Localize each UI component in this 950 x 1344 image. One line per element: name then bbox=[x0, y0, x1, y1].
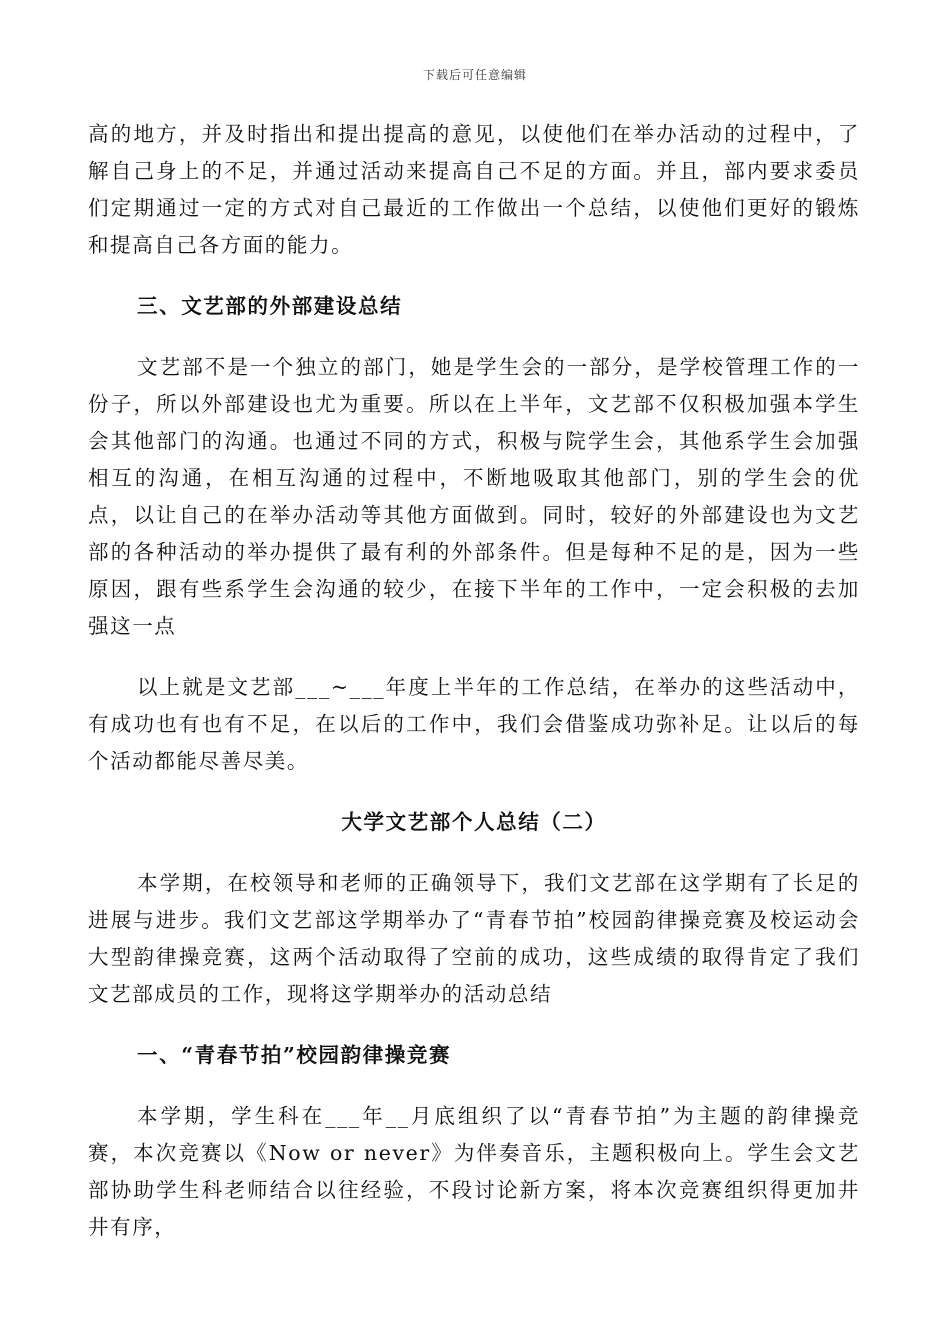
paragraph: 本学期，在校领导和老师的正确领导下，我们文艺部在这学期有了长足的进展与进步。我们文艺部这学期举办了“青春节拍”校园韵律操竞赛及校运动会大型韵律操竞赛，这两个活动取得了空前的成功，这些成绩的取得肯定了我们文艺部成员的工作，现将这学期举办的活动总结 bbox=[88, 871, 860, 1006]
paragraph: 高的地方，并及时指出和提出提高的意见，以使他们在举办活动的过程中，了解自己身上的不足，并通过活动来提高自己不足的方面。并且，部内要求委员们定期通过一定的方式对自己最近的工作做出一个总结，以使他们更好的锻炼和提高自己各方面的能力。 bbox=[88, 122, 860, 257]
section-heading: 三、文艺部的外部建设总结 bbox=[137, 294, 403, 318]
page-header-note: 下载后可任意编辑 bbox=[422, 68, 527, 82]
paragraph: 本学期，学生科在___年__月底组织了以“青春节拍”为主题的韵律操竞赛，本次竞赛以《Now or never》为伴奏音乐，主题积极向上。学生会文艺部协助学生科老师结合以往经验，不段讨论新方案，将本次竞赛组织得更加井井有序， bbox=[88, 1104, 860, 1239]
paragraph: 文艺部不是一个独立的部门，她是学生会的一部分，是学校管理工作的一份子，所以外部建设也尤为重要。所以在上半年，文艺部不仅积极加强本学生会其他部门的沟通。也通过不同的方式，积极与院学生会，其他系学生会加强相互的沟通，在相互沟通的过程中，不断地吸取其他部门，别的学生会的优点，以让自己的在举办活动等其他方面做到。同时，较好的外部建设也为文艺部的各种活动的举办提供了最有利的外部条件。但是每种不足的是，因为一些原因，跟有些系学生会沟通的较少，在接下半年的工作中，一定会积极的去加强这一点 bbox=[88, 355, 860, 638]
document-body bbox=[88, 116, 860, 1246]
paragraph: 以上就是文艺部___~___年度上半年的工作总结，在举办的这些活动中，有成功也有也有不足，在以后的工作中，我们会借鉴成功弥补足。让以后的每个活动都能尽善尽美。 bbox=[88, 675, 860, 773]
document-title: 大学文艺部个人总结（二） bbox=[341, 810, 607, 834]
section-heading: 一、“青春节拍”校园韵律操竞赛 bbox=[137, 1043, 452, 1067]
